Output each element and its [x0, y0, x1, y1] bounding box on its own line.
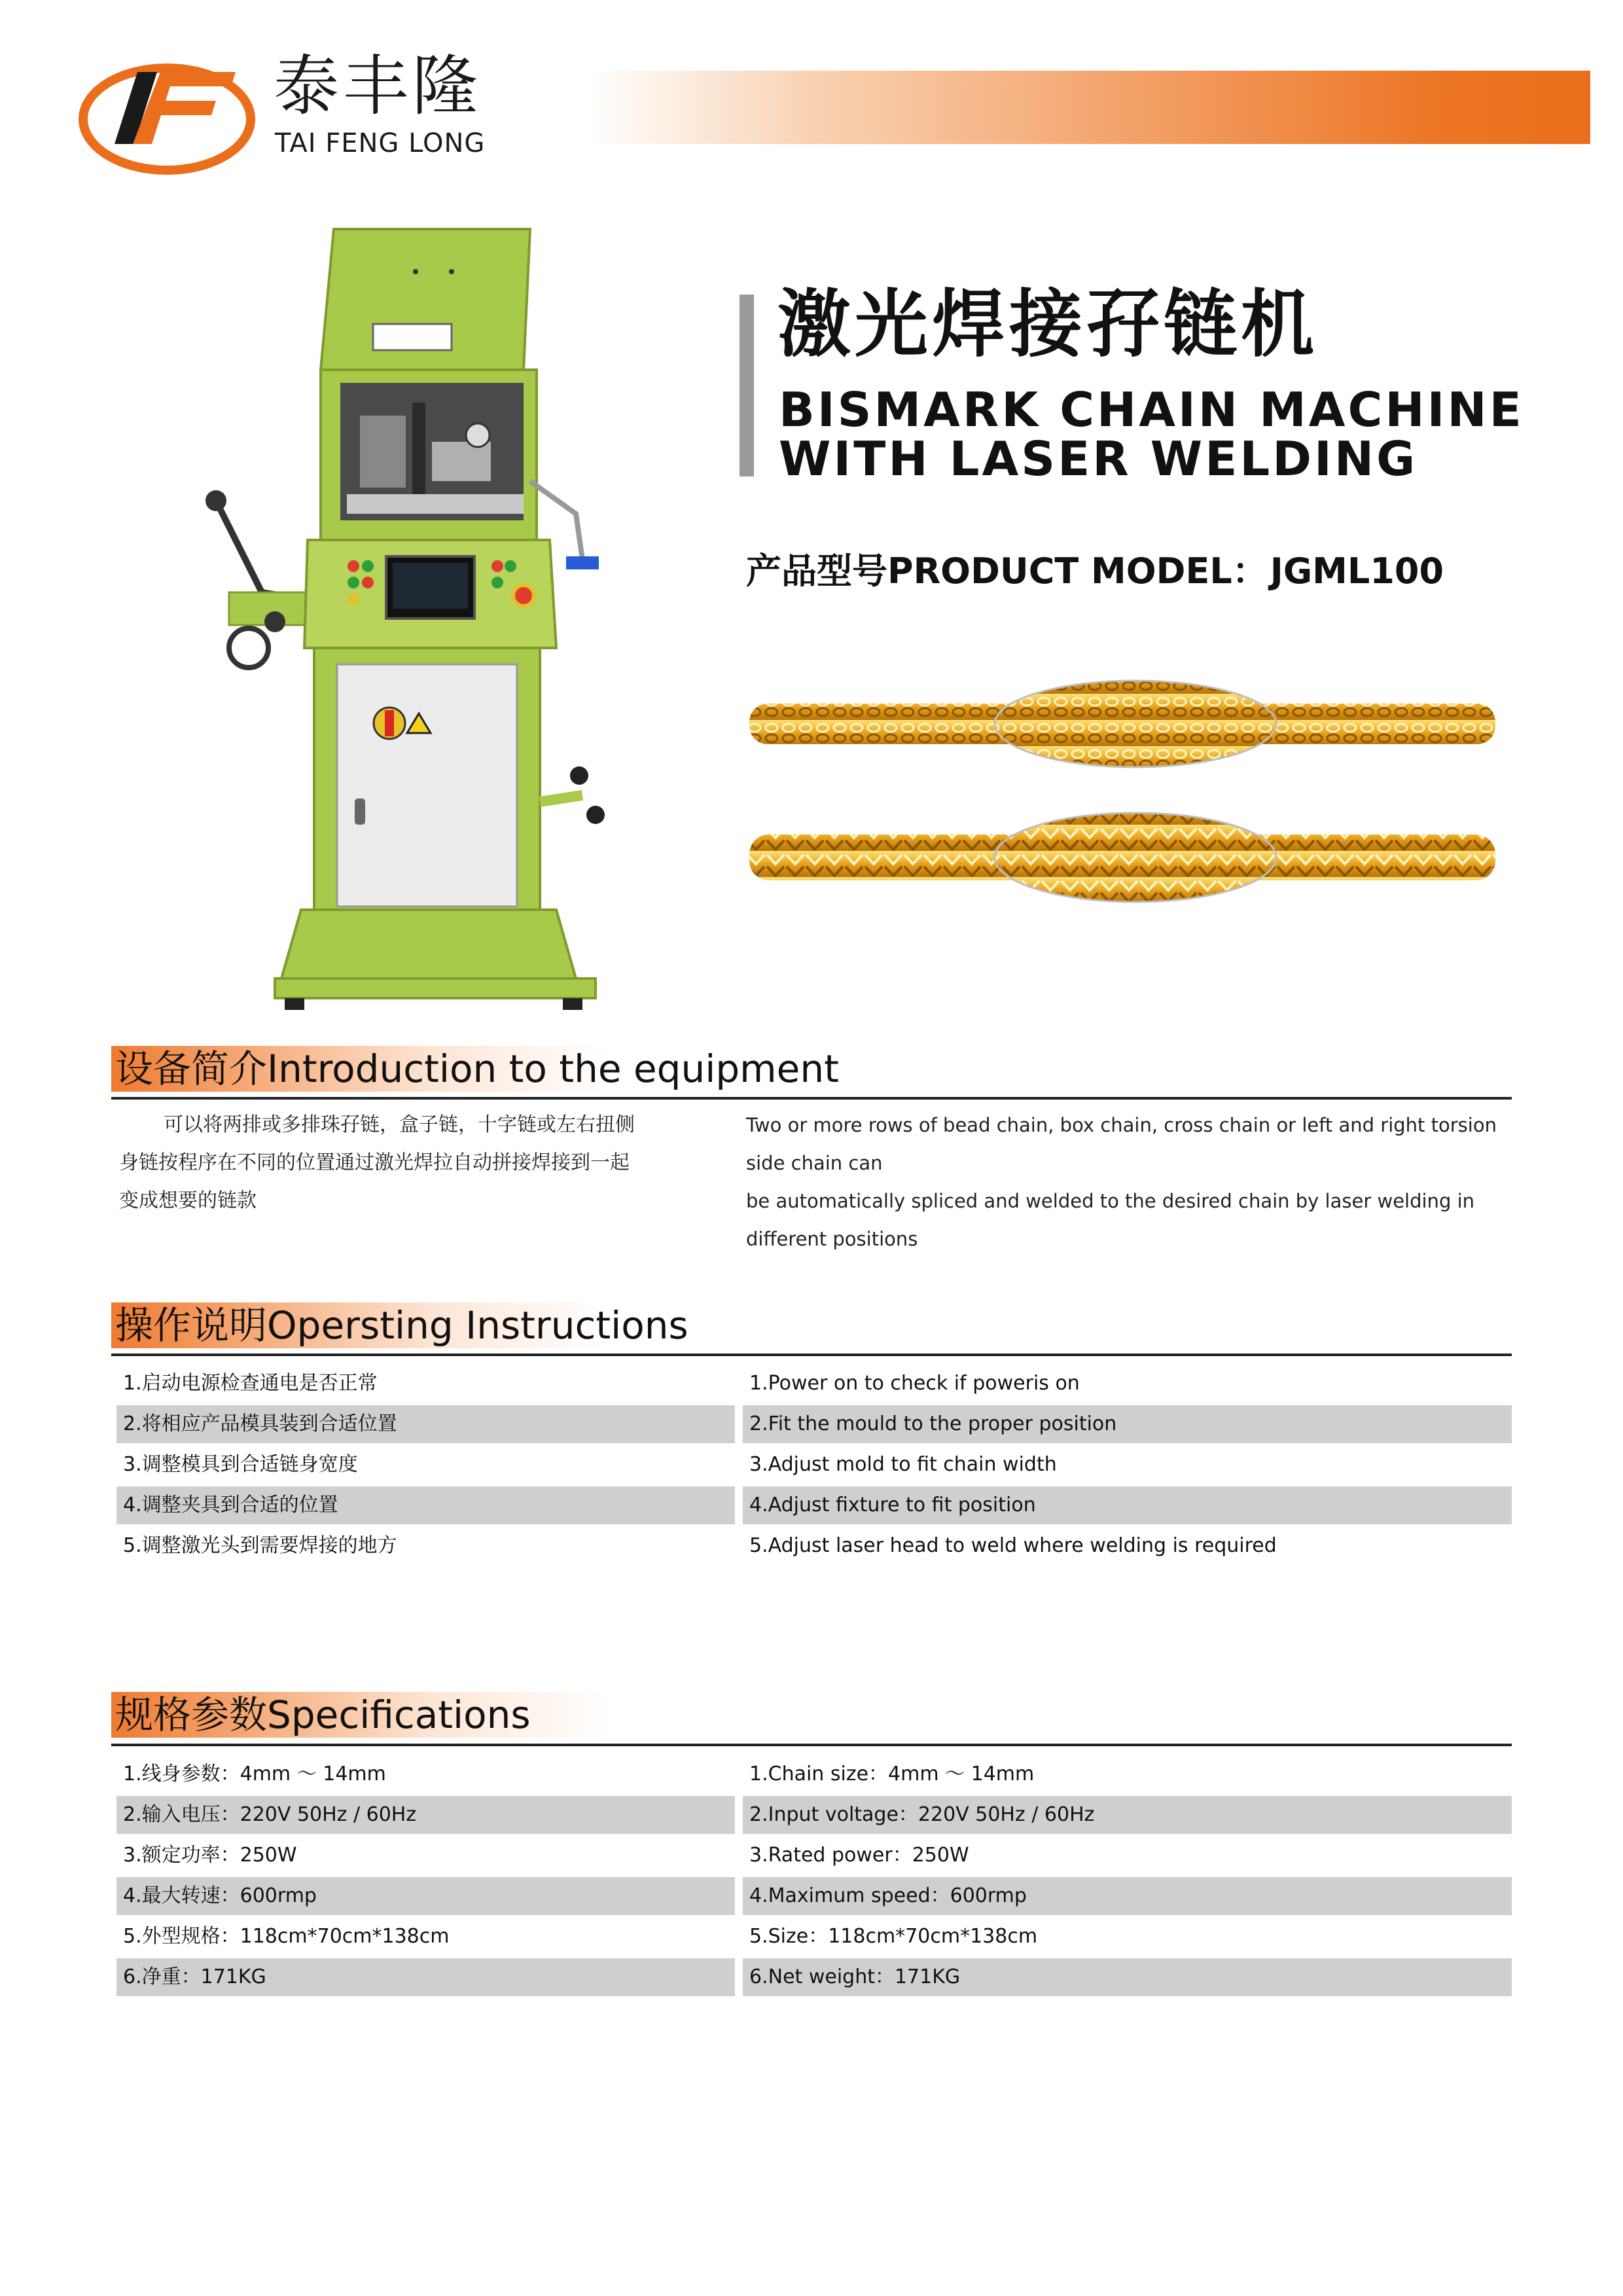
spec-cell-en: 2.Input voltage：220V 50Hz / 60Hz: [749, 1803, 1095, 1826]
instruction-cell-en: 2.Fit the mould to the proper position: [749, 1412, 1117, 1435]
instruction-row-en: [743, 1405, 1512, 1443]
instruction-cell-en: 5.Adjust laser head to weld where welding is required: [749, 1534, 1277, 1557]
title-accent-bar: [740, 295, 754, 476]
spec-row-cn: [116, 1837, 735, 1874]
intro-cn-line: 可以将两排或多排珠孖链，盒子链，十字链或左右扭侧: [164, 1113, 635, 1136]
intro-cn-text: [119, 1106, 708, 1220]
instruction-cell-en: 4.Adjust fixture to fit position: [749, 1494, 1036, 1516]
intro-cn-line: 变成想要的链款: [119, 1189, 257, 1212]
spec-row-en: [743, 1796, 1512, 1834]
product-title-en-line2: WITH LASER WELDING: [779, 431, 1418, 486]
tfl-logo-icon: [75, 46, 259, 177]
spec-row-cn: [116, 1877, 735, 1915]
intro-rule: [111, 1097, 1512, 1100]
specs-heading: [111, 1692, 766, 1738]
chain-samples-image: [746, 668, 1499, 910]
instruction-row-cn: [116, 1527, 735, 1565]
spec-cell-cn: 5.外型规格：118cm*70cm*138cm: [123, 1925, 450, 1948]
instruction-row-cn: [116, 1486, 735, 1524]
instruction-cell-cn: 5.调整激光头到需要焊接的地方: [123, 1534, 397, 1557]
spec-cell-en: 3.Rated power：250W: [749, 1844, 969, 1867]
specs-rule: [111, 1744, 1512, 1746]
instruction-row-cn: [116, 1365, 735, 1403]
intro-en-text: [746, 1106, 1512, 1258]
spec-row-cn: [116, 1958, 735, 1996]
instructions-rule: [111, 1354, 1512, 1356]
instruction-cell-cn: 2.将相应产品模具装到合适位置: [123, 1412, 397, 1435]
instruction-cell-cn: 1.启动电源检查通电是否正常: [123, 1372, 378, 1395]
instruction-cell-cn: 3.调整模具到合适链身宽度: [123, 1453, 358, 1476]
spec-row-en: [743, 1837, 1512, 1874]
brand-name-cn: 泰丰隆: [274, 48, 482, 124]
spec-row-cn: [116, 1755, 735, 1793]
product-model: [746, 543, 1444, 594]
machine-image: [190, 226, 622, 1011]
intro-cn-line: 身链按程序在不同的位置通过激光焊拉自动拼接焊接到一起: [119, 1151, 630, 1174]
spec-cell-cn: 4.最大转速：600rmp: [123, 1884, 317, 1907]
spec-cell-en: 4.Maximum speed：600rmp: [749, 1884, 1027, 1907]
brand-name-en: TAI FENG LONG: [275, 128, 486, 158]
spec-row-cn: [116, 1918, 735, 1956]
intro-heading: [111, 1046, 839, 1092]
spec-cell-cn: 1.线身参数：4mm ～ 14mm: [123, 1763, 386, 1785]
instructions-heading-text: 操作说明Opersting Instructions: [115, 1303, 688, 1348]
intro-en-line: Two or more rows of bead chain, box chain, cross chain or left and right torsion side chain can: [746, 1114, 1497, 1174]
spec-row-en: [743, 1755, 1512, 1793]
instruction-row-en: [743, 1365, 1512, 1403]
product-title-en-line1: BISMARK CHAIN MACHINE: [779, 382, 1524, 437]
instruction-row-en: [743, 1527, 1512, 1565]
intro-heading-text: 设备简介Introduction to the equipment: [115, 1047, 839, 1091]
intro-en-line: be automatically spliced and welded to the desired chain by laser welding in different positions: [746, 1190, 1475, 1250]
instruction-row-cn: [116, 1405, 735, 1443]
product-model-value: JGML100: [1270, 550, 1444, 592]
instruction-cell-en: 1.Power on to check if poweris on: [749, 1372, 1080, 1395]
spec-cell-en: 5.Size：118cm*70cm*138cm: [749, 1925, 1038, 1948]
spec-cell-cn: 6.净重：171KG: [123, 1965, 266, 1988]
header-gradient-bar: [589, 71, 1590, 144]
instruction-row-en: [743, 1446, 1512, 1484]
instruction-cell-cn: 4.调整夹具到合适的位置: [123, 1494, 338, 1516]
instruction-row-cn: [116, 1446, 735, 1484]
spec-row-cn: [116, 1796, 735, 1834]
product-title-cn: 激光焊接孖链机: [777, 282, 1318, 367]
spec-row-en: [743, 1958, 1512, 1996]
instruction-cell-en: 3.Adjust mold to fit chain width: [749, 1453, 1057, 1476]
spec-row-en: [743, 1877, 1512, 1915]
spec-row-en: [743, 1918, 1512, 1956]
product-model-label: 产品型号PRODUCT MODEL：: [746, 550, 1268, 592]
spec-cell-cn: 2.输入电压：220V 50Hz / 60Hz: [123, 1803, 417, 1826]
spec-cell-en: 6.Net weight：171KG: [749, 1965, 961, 1988]
spec-cell-en: 1.Chain size：4mm ～ 14mm: [749, 1763, 1035, 1785]
instruction-row-en: [743, 1486, 1512, 1524]
instructions-heading: [111, 1302, 766, 1348]
spec-cell-cn: 3.额定功率：250W: [123, 1844, 297, 1867]
specs-heading-text: 规格参数Specifications: [115, 1693, 531, 1737]
